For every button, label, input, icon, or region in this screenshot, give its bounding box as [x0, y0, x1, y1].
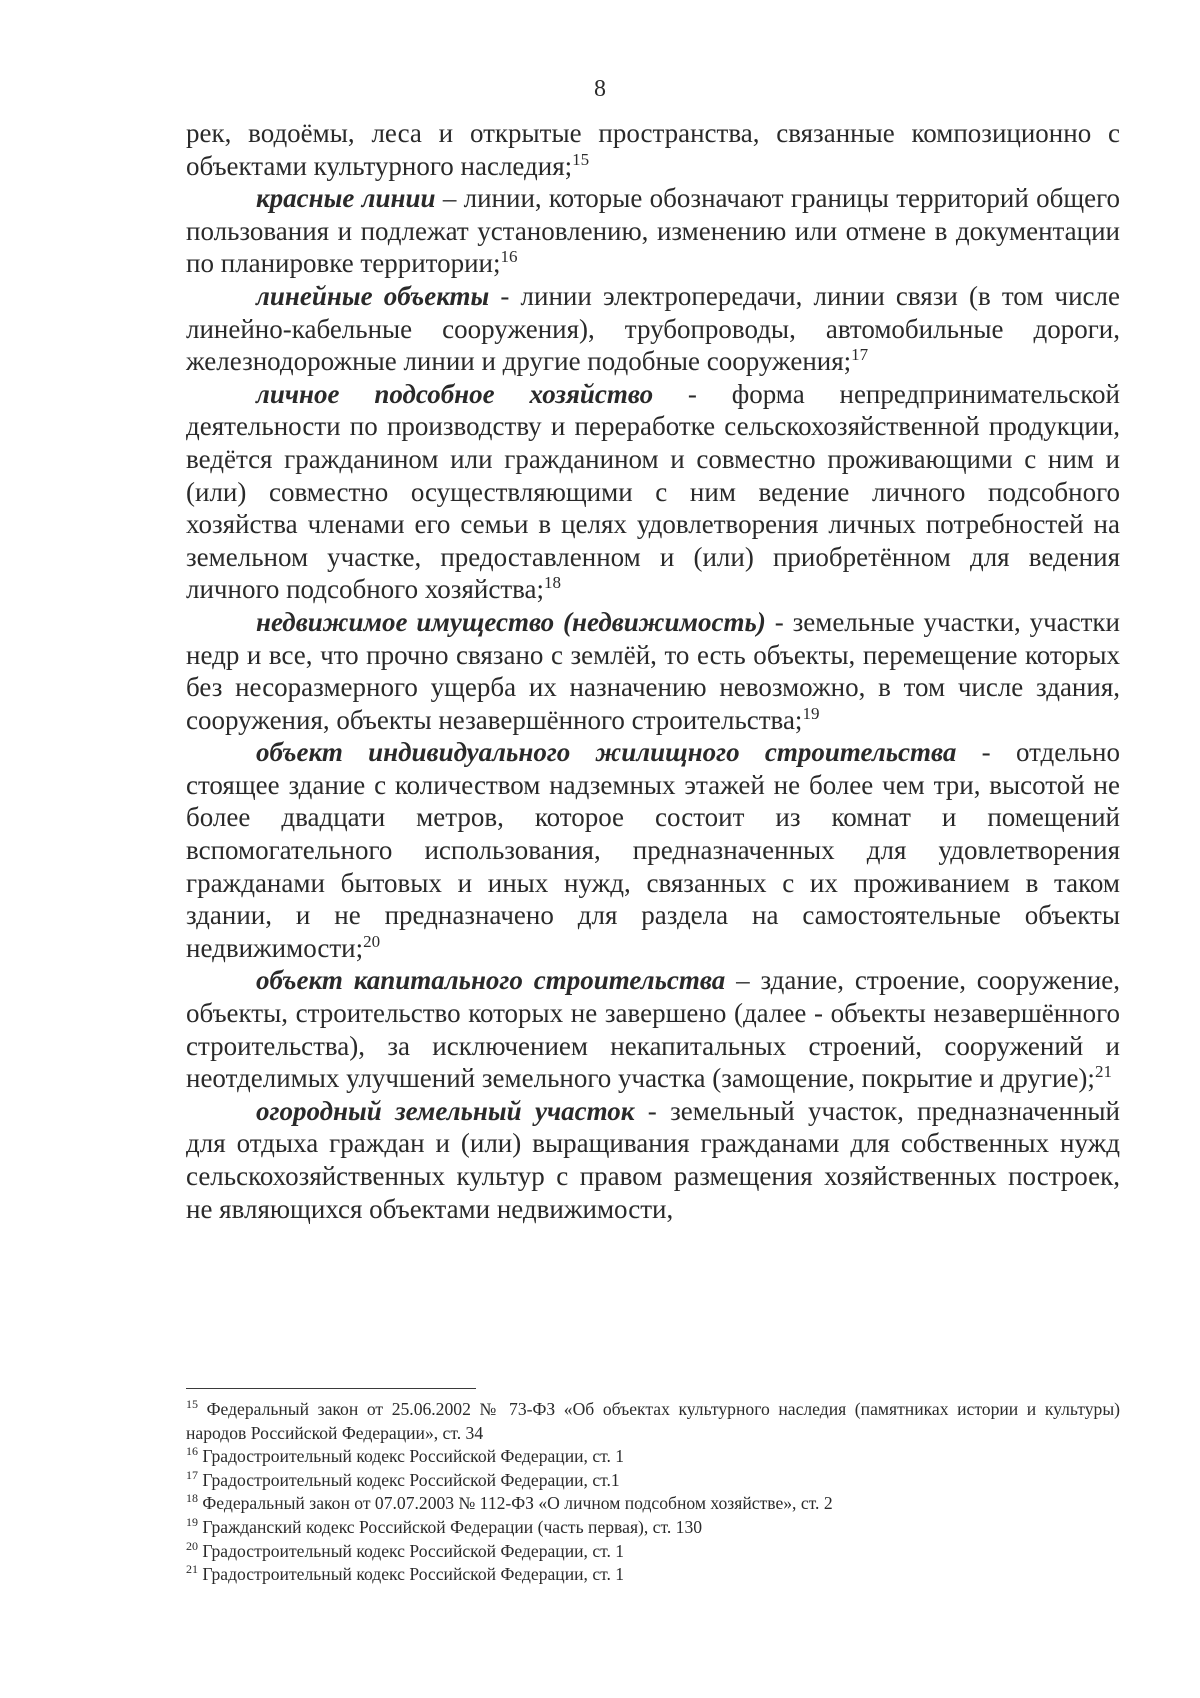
definition-entry-capital-construction [186, 964, 1120, 1094]
definition-entry-real-estate [186, 606, 1120, 736]
footnote-number: 15 [186, 1397, 198, 1412]
footnote-text: Федеральный закон от 07.07.2003 № 112-ФЗ «О личном подсобном хозяйстве», ст. 2 [198, 1493, 833, 1514]
footnote-ref: 16 [500, 247, 518, 267]
definition-entry-linear-objects [186, 280, 1120, 378]
definition-text: - форма непредпринимательской деятельности по производству и переработке сельскохозяйственной продукции, ведётся гражданином или гражданином и совместно проживающими с ним и (или) совместно осуществляющими с ним ведение личного подсобного хозяйства членами его семьи в целях удовлетворения личных потребностей на земельном участке, предоставленном и (или) приобретённом для ведения личного подсобного хозяйства; [186, 378, 1120, 605]
footnote [186, 1563, 1120, 1587]
footnote-text: Гражданский кодекс Российской Федерации (часть первая), ст. 130 [198, 1516, 703, 1537]
definition-text: – здание, строение, сооружение, объекты, строительство которых не завершено (далее - объекты незавершённого строительства), за исключением некапитальных строений, сооружений и неотделимых улучшений земельного участка (замощение, покрытие и другие); [186, 965, 1120, 1094]
footnote [186, 1540, 1120, 1564]
page-number: 8 [594, 76, 606, 102]
definition-term: линейные объекты [256, 280, 490, 311]
definition-entry-individual-housing [186, 736, 1120, 964]
continuation-paragraph [186, 117, 1120, 182]
footnote [186, 1516, 1120, 1540]
definition-term: объект капитального строительства [256, 965, 726, 996]
footnote-ref: 18 [544, 573, 562, 593]
definition-term: недвижимое имущество (недвижимость) [256, 606, 766, 637]
footnote [186, 1398, 1120, 1445]
footnotes [186, 1398, 1120, 1587]
footnote-number: 18 [186, 1491, 198, 1506]
definition-term: красные линии [256, 183, 436, 214]
footnote-text: Градостроительный кодекс Российской Федерации, ст. 1 [198, 1446, 625, 1467]
definition-entry-red-lines [186, 182, 1120, 280]
definition-term: личное подсобное хозяйство [256, 378, 654, 409]
footnote-ref: 21 [1094, 1062, 1112, 1082]
definition-term: объект индивидуального жилищного строительства [256, 737, 957, 768]
footnote-ref: 17 [851, 345, 869, 365]
footnote-number: 21 [186, 1562, 198, 1577]
footnote-ref: 20 [363, 931, 381, 951]
footnote-separator [186, 1388, 476, 1389]
footnote-ref: 19 [802, 703, 820, 723]
footnote-text: Федеральный закон от 25.06.2002 № 73-ФЗ «Об объектах культурного наследия (памятниках истории и культуры) народов Российской Федерации», ст. 34 [186, 1399, 1120, 1443]
definition-text: - земельные участки, участки недр и все, что прочно связано с землёй, то есть объекты, перемещение которых без несоразмерного ущерба их назначению невозможно, в том числе здания, сооружения, объекты незавершённого строительства; [186, 606, 1120, 735]
definition-text: - отдельно стоящее здание с количеством надземных этажей не более чем три, высотой не более двадцати метров, которое состоит из комнат и помещений вспомогательного использования, предназначенных для удовлетворения гражданами бытовых и иных нужд, связанных с их проживанием в таком здании, и не предназначено для раздела на самостоятельные объекты недвижимости; [186, 737, 1120, 963]
footnote [186, 1469, 1120, 1493]
footnote-text: Градостроительный кодекс Российской Федерации, ст. 1 [198, 1540, 625, 1561]
definition-text: - земельный участок, предназначенный для отдыха граждан и (или) выращивания гражданами для собственных нужд сельскохозяйственных культур с правом размещения хозяйственных построек, не являющихся объектами недвижимости, [186, 1095, 1120, 1224]
footnote-number: 17 [186, 1467, 198, 1482]
definition-entry-personal-farm [186, 378, 1120, 606]
definition-text: - линии электропередачи, линии связи (в том числе линейно-кабельные сооружения), трубопроводы, автомобильные дороги, железнодорожные линии и другие подобные сооружения; [186, 280, 1120, 377]
footnote-ref: 15 [572, 149, 590, 169]
footnote-text: Градостроительный кодекс Российской Федерации, ст.1 [198, 1469, 620, 1490]
footnote-number: 20 [186, 1538, 198, 1553]
footnote-number: 19 [186, 1515, 198, 1530]
definition-text: – линии, которые обозначают границы территорий общего пользования и подлежат установлению, изменению или отмене в документации по планировке территории; [186, 183, 1120, 279]
definition-term: огородный земельный участок [256, 1095, 635, 1126]
footnote-number: 16 [186, 1444, 198, 1459]
footnote [186, 1492, 1120, 1516]
footnote-text: Градостроительный кодекс Российской Федерации, ст. 1 [198, 1564, 625, 1585]
continuation-text: рек, водоёмы, леса и открытые пространства, связанные композиционно с объектами культурного наследия; [186, 118, 1120, 181]
document-body [186, 117, 1120, 1225]
footnote [186, 1445, 1120, 1469]
definition-entry-garden-plot [186, 1095, 1120, 1225]
